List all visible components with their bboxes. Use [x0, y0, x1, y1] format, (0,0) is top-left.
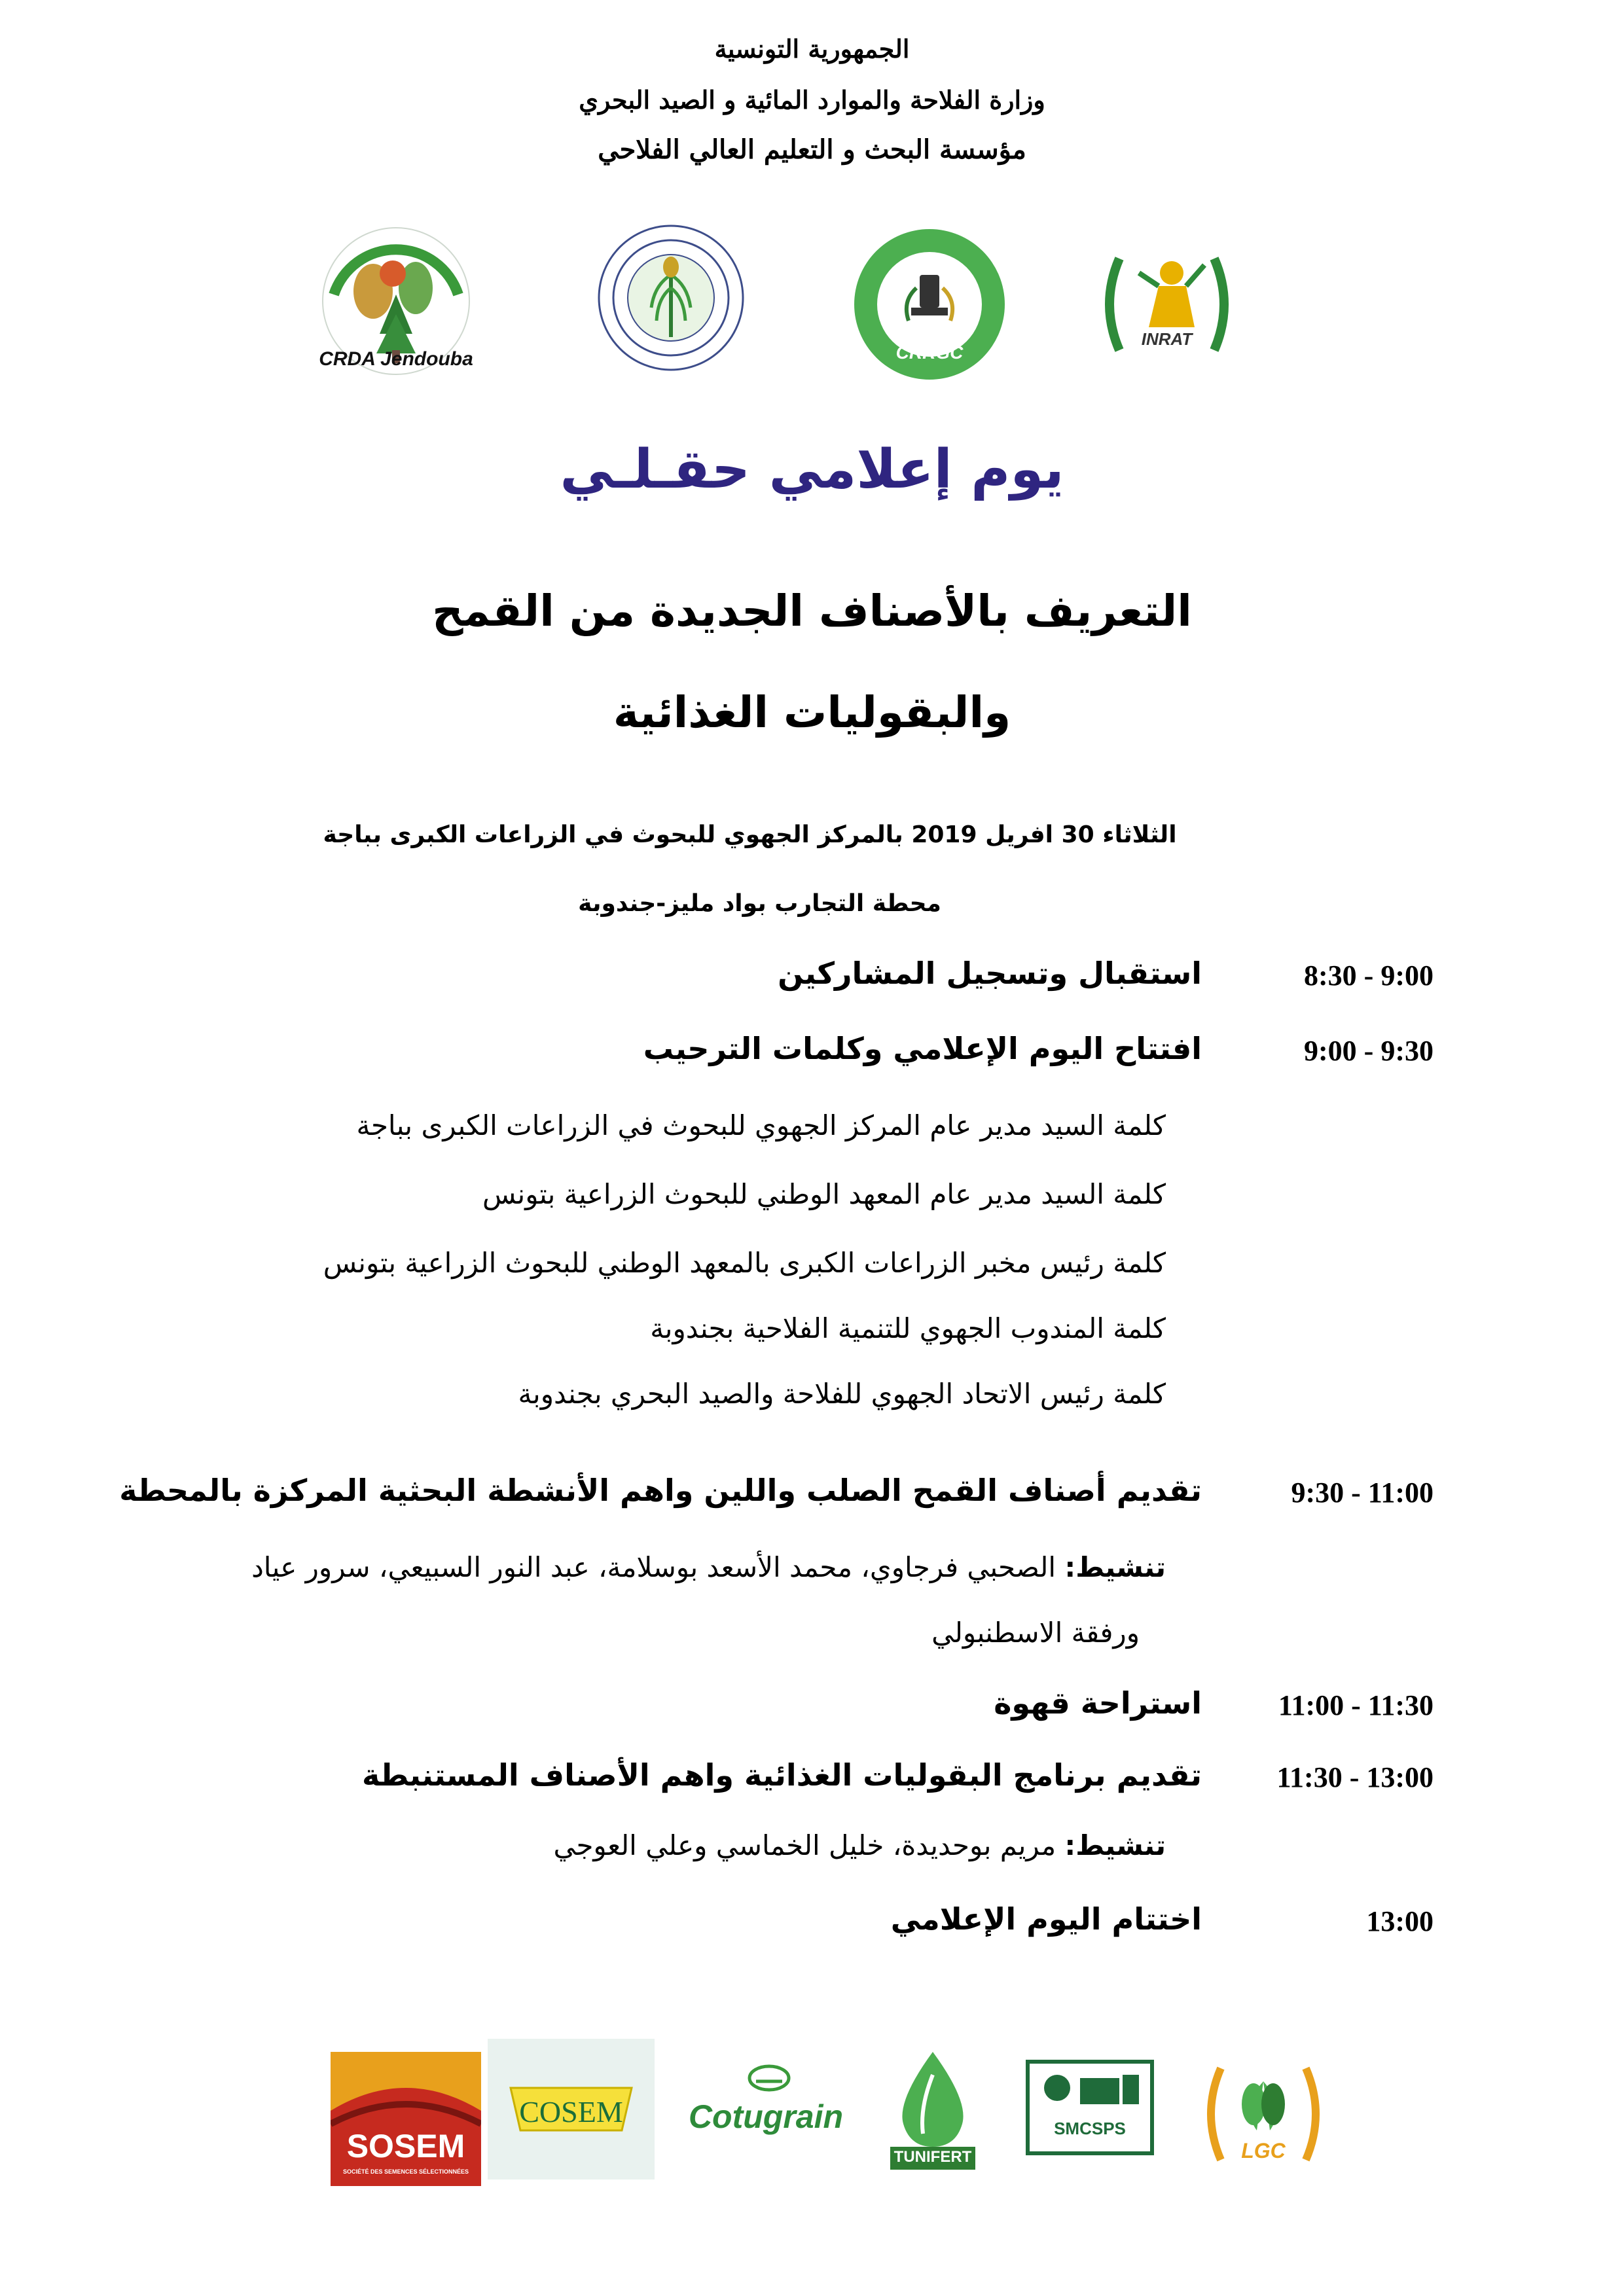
tunifert-logo [884, 2049, 982, 2173]
slot1-time: 8:30 - 9:00 [1304, 960, 1434, 992]
slot3-animators [251, 1551, 1166, 1583]
slot2-title: افتتاح اليوم الإعلامي وكلمات الترحيب [643, 1031, 1202, 1066]
slot5-anim-label: تنشيط: [1064, 1829, 1166, 1861]
slot5-time: 11:30 - 13:00 [1276, 1761, 1434, 1793]
smcsps-logo-text: SMCSPS [1054, 2119, 1126, 2138]
slot3-time: 9:30 - 11:00 [1291, 1477, 1434, 1509]
inrat-logo [1080, 213, 1254, 389]
event-date-location: الثلاثاء 30 افريل 2019 بالمركز الجهوي للبحوث في الزراعات الكبرى بباجة [323, 821, 1177, 848]
slot5-title: تقديم برنامج البقوليات الغذائية واهم الأصناف المستنبطة [361, 1757, 1202, 1793]
event-station: محطة التجارب بواد مليز-جندوبة [578, 890, 941, 917]
slot3-anim-label: تنشيط: [1064, 1551, 1166, 1583]
slot5-animators [553, 1829, 1166, 1861]
speech-item: كلمة السيد مدير عام المعهد الوطني للبحوث الزراعية بتونس [482, 1178, 1166, 1210]
lgc-logo [1195, 2049, 1332, 2173]
crda-jendouba-logo [308, 223, 484, 386]
speech-item: كلمة رئيس الاتحاد الجهوي للفلاحة والصيد البحري بجندوبة [518, 1378, 1166, 1410]
sosem-logo-subtext: SOCIÉTÉ DES SEMENCES SÉLECTIONNÉES [342, 2168, 469, 2175]
tunifert-logo-text: TUNIFERT [893, 2148, 972, 2166]
cotugrain-logo-text: Cotugrain [688, 2098, 844, 2135]
slot5-anim-names: مريم بوحديدة، خليل الخماسي وعلي العوجي [553, 1829, 1056, 1861]
sosem-logo-text: SOSEM [346, 2128, 465, 2164]
slot6-time: 13:00 [1366, 1905, 1434, 1937]
cosem-logo-text: COSEM [519, 2095, 623, 2128]
slot3-title: تقديم أصناف القمح الصلب واللين واهم الأنشطة البحثية المركزة بالمحطة [119, 1473, 1202, 1508]
cosem-logo [488, 2039, 655, 2179]
slot4-time: 11:00 - 11:30 [1278, 1689, 1434, 1721]
speech-item: كلمة السيد مدير عام المركز الجهوي للبحوث في الزراعات الكبرى بباجة [356, 1109, 1166, 1141]
lgc-logo-text: LGC [1241, 2139, 1286, 2162]
sosem-logo [331, 2052, 481, 2186]
slot4-title: استراحة قهوة [994, 1685, 1202, 1721]
inrat-logo-text: INRAT [1141, 329, 1193, 349]
crrgc-logo-text: CRRGC [895, 342, 964, 363]
header-ministry: وزارة الفلاحة والموارد المائية و الصيد البحري [579, 85, 1045, 115]
page-title: يوم إعلامي حقـلـي [560, 439, 1064, 501]
speech-item: كلمة المندوب الجهوي للتنمية الفلاحية بجندوبة [650, 1312, 1166, 1344]
subtitle-line2: والبقوليات الغذائية [613, 687, 1011, 738]
header-institution: مؤسسة البحث و التعليم العالي الفلاحي [598, 134, 1026, 165]
subtitle-line1: التعريف بالأصناف الجديدة من القمح [432, 586, 1192, 636]
slot1-title: استقبال وتسجيل المشاركين [778, 956, 1202, 991]
header-country: الجمهورية التونسية [714, 34, 910, 63]
cotugrain-logo [671, 2055, 861, 2153]
ministry-seal-logo [592, 223, 749, 373]
smcsps-logo [1024, 2058, 1155, 2157]
slot3-anim-names: الصحبي فرجاوي، محمد الأسعد بوسلامة، عبد النور السبيعي، سرور عياد [251, 1551, 1056, 1583]
slot2-time: 9:00 - 9:30 [1304, 1035, 1434, 1067]
slot3-animators-cont: ورفقة الاسطنبولي [931, 1617, 1140, 1649]
crrgc-logo [851, 226, 1008, 383]
crda-logo-text: CRDA Jendouba [319, 348, 473, 370]
slot6-title: اختتام اليوم الإعلامي [890, 1901, 1202, 1937]
speech-item: كلمة رئيس مخبر الزراعات الكبرى بالمعهد الوطني للبحوث الزراعية بتونس [323, 1247, 1166, 1279]
